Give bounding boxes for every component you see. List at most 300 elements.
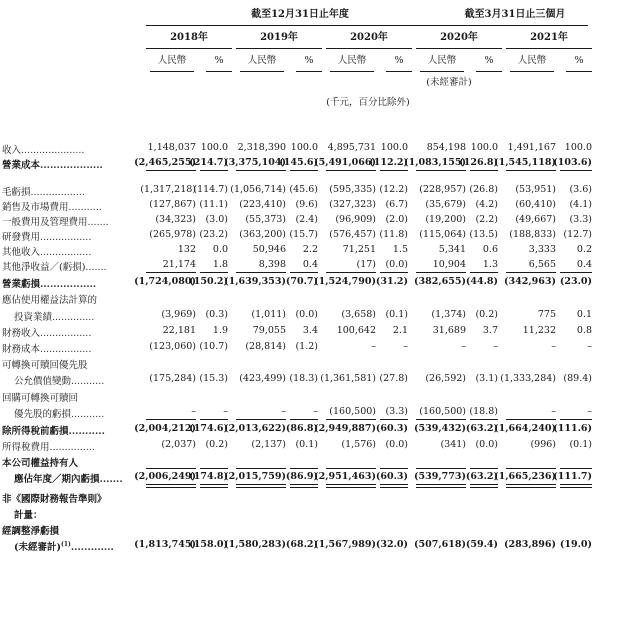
subtotal-rule — [380, 272, 408, 273]
currency-header: 人民幣 — [337, 55, 367, 66]
cell-rmb-2020-q1: 10,904 — [432, 259, 466, 270]
year-rule — [506, 48, 592, 49]
row-label — [2, 184, 85, 198]
row-label-text: 應佔年度／期內虧損 — [14, 474, 100, 485]
cell-pct-2020-q1: 100.0 — [470, 142, 498, 153]
total-double-rule — [380, 484, 408, 488]
total-double-rule — [236, 484, 286, 488]
cell-pct-2019: (86.8) — [285, 423, 318, 434]
cell-rmb-2018: (3,969) — [161, 309, 196, 320]
subtotal-rule — [200, 272, 228, 273]
cell-rmb-2020: 4,895,731 — [327, 142, 376, 153]
cell-rmb-2020: (1,361,581) — [320, 373, 376, 384]
currency-header: 人民幣 — [247, 55, 277, 66]
sub-rule — [476, 71, 502, 72]
cell-pct-2018: (174.8) — [189, 471, 228, 482]
cell-rmb-2021-q1: (188,833) — [509, 229, 556, 240]
cell-pct-2021-q1: 0.2 — [576, 244, 592, 255]
cell-pct-2019: (18.3) — [289, 373, 318, 384]
cell-rmb-2019: (28,814) — [245, 341, 286, 352]
cell-pct-2020-q1: (59.4) — [465, 539, 498, 550]
subtotal-rule — [380, 468, 408, 469]
cell-rmb-2020-q1: 31,689 — [432, 325, 466, 336]
cell-pct-2019: (0.1) — [295, 439, 318, 450]
cell-rmb-2019: (363,200) — [239, 229, 286, 240]
cell-pct-2018: – — [223, 406, 228, 417]
cell-rmb-2020-q1: (26,592) — [425, 373, 466, 384]
cell-rmb-2020-q1: (160,500) — [419, 406, 466, 417]
row-label — [2, 390, 78, 404]
cell-rmb-2018: (1,317,218) — [140, 184, 196, 195]
leader-dots: .............. — [52, 312, 95, 323]
total-double-rule — [506, 484, 556, 488]
cell-pct-2019: 2.2 — [302, 244, 318, 255]
cell-pct-2021-q1: – — [587, 341, 592, 352]
cell-pct-2020: (31.2) — [375, 276, 408, 287]
leader-dots: ............. — [70, 542, 114, 553]
cell-pct-2018: 100.0 — [200, 142, 228, 153]
cell-rmb-2020-q1: (341) — [440, 439, 466, 450]
subtotal-rule — [236, 170, 286, 171]
cell-pct-2021-q1: (3.6) — [569, 184, 592, 195]
cell-pct-2019: (68.2) — [285, 539, 318, 550]
row-label-text: 研發費用 — [2, 232, 41, 243]
row-label-text: 營業成本 — [2, 160, 41, 171]
cell-pct-2018: (23.2) — [199, 229, 228, 240]
cell-pct-2021-q1: (103.6) — [553, 157, 592, 168]
row-label — [2, 199, 102, 213]
subtotal-rule — [416, 170, 466, 171]
row-label-text: 財務收入 — [2, 328, 41, 339]
cell-pct-2021-q1: 0.1 — [576, 309, 592, 320]
leader-dots: ........... — [71, 376, 105, 387]
cell-rmb-2020-q1: 854,198 — [426, 142, 466, 153]
subtotal-rule — [416, 468, 466, 469]
cell-rmb-2020: (595,335) — [329, 184, 376, 195]
row-label-text: 應佔使用權益法計算的 — [2, 295, 98, 306]
cell-pct-2020: (6.7) — [385, 199, 408, 210]
cell-pct-2019: (1.2) — [295, 341, 318, 352]
row-label — [2, 229, 91, 243]
cell-rmb-2021-q1: – — [551, 406, 556, 417]
cell-pct-2019: (15.7) — [289, 229, 318, 240]
cell-rmb-2020-q1: (507,618) — [414, 539, 466, 550]
sub-rule — [510, 71, 554, 72]
cell-pct-2018: (174.6) — [189, 423, 228, 434]
cell-rmb-2018: (2,465,255) — [134, 157, 196, 168]
row-label — [2, 357, 88, 371]
cell-pct-2018: (10.7) — [199, 341, 228, 352]
cell-pct-2020-q1: 3.7 — [482, 325, 498, 336]
cell-rmb-2021-q1: 11,232 — [522, 325, 556, 336]
cell-pct-2018: 0.0 — [212, 244, 228, 255]
cell-rmb-2019: (2,137) — [251, 439, 286, 450]
row-label — [2, 439, 95, 453]
cell-pct-2020-q1: (13.5) — [469, 229, 498, 240]
currency-header: 人民幣 — [157, 55, 187, 66]
year-header-2020-q1: 2020年 — [440, 32, 478, 43]
cell-rmb-2020-q1: (19,200) — [425, 214, 466, 225]
cell-rmb-2021-q1: (342,963) — [504, 276, 556, 287]
cell-rmb-2018: 1,148,037 — [147, 142, 196, 153]
subtotal-rule — [290, 170, 318, 171]
cell-rmb-2019: 8,398 — [258, 259, 286, 270]
cell-pct-2020: (11.8) — [379, 229, 408, 240]
row-label — [2, 325, 91, 339]
cell-rmb-2019: (1,056,714) — [230, 184, 286, 195]
subtotal-rule — [470, 170, 498, 171]
leader-dots: ..................... — [21, 145, 85, 156]
cell-pct-2019: 100.0 — [290, 142, 318, 153]
cell-rmb-2020-q1: (228,957) — [419, 184, 466, 195]
cell-pct-2021-q1: 0.4 — [576, 259, 592, 270]
cell-pct-2021-q1: (23.0) — [559, 276, 592, 287]
cell-rmb-2018: (175,284) — [149, 373, 196, 384]
row-label-text: 財務成本 — [2, 344, 41, 355]
percent-header: % — [484, 55, 494, 66]
cell-pct-2019: 0.4 — [302, 259, 318, 270]
row-label-text: 收入 — [2, 145, 22, 156]
cell-pct-2018: 1.8 — [212, 259, 228, 270]
year-header-2021-q1: 2021年 — [530, 32, 568, 43]
cell-pct-2020-q1: (0.0) — [475, 439, 498, 450]
subtotal-rule — [380, 419, 408, 420]
cell-rmb-2020: (327,323) — [329, 199, 376, 210]
cell-rmb-2021-q1: (53,951) — [515, 184, 556, 195]
cell-pct-2018: 1.9 — [212, 325, 228, 336]
row-label-text: 可轉換可贖回優先股 — [2, 360, 88, 371]
cell-rmb-2021-q1: – — [551, 341, 556, 352]
cell-rmb-2021-q1: (996) — [530, 439, 556, 450]
cell-pct-2021-q1: (111.7) — [553, 471, 592, 482]
cell-pct-2021-q1: 100.0 — [564, 142, 592, 153]
cell-rmb-2018: (34,323) — [155, 214, 196, 225]
sub-rule — [206, 71, 232, 72]
sub-rule — [240, 71, 284, 72]
cell-rmb-2020: (17) — [356, 259, 376, 270]
cell-rmb-2018: (2,006,249) — [134, 471, 196, 482]
subtotal-rule — [146, 170, 196, 171]
percent-header: % — [214, 55, 224, 66]
cell-pct-2020-q1: 0.6 — [482, 244, 498, 255]
cell-rmb-2018: 132 — [177, 244, 196, 255]
total-double-rule — [290, 484, 318, 488]
cell-pct-2019: 3.4 — [302, 325, 318, 336]
cell-pct-2019: (70.7) — [285, 276, 318, 287]
total-double-rule — [416, 484, 466, 488]
sub-rule — [296, 71, 322, 72]
subtotal-rule — [416, 272, 466, 273]
row-label — [14, 309, 94, 323]
subtotal-rule — [200, 170, 228, 171]
cell-pct-2020: (60.3) — [375, 423, 408, 434]
subtotal-rule — [470, 272, 498, 273]
cell-pct-2021-q1: (3.3) — [569, 214, 592, 225]
cell-rmb-2021-q1: (60,410) — [515, 199, 556, 210]
cell-pct-2018: (0.3) — [205, 309, 228, 320]
row-label-text: 銷售及市場費用 — [2, 202, 69, 213]
row-label-text: 公允價值變動 — [14, 376, 72, 387]
subtotal-rule — [560, 419, 592, 420]
cell-rmb-2018: (2,004,212) — [134, 423, 196, 434]
cell-pct-2020-q1: (63.2) — [465, 471, 498, 482]
row-label-text: 營業虧損 — [2, 279, 41, 290]
cell-rmb-2021-q1: 775 — [537, 309, 556, 320]
row-label-text: 優先股的虧損 — [14, 409, 72, 420]
currency-header: 人民幣 — [517, 55, 547, 66]
leader-dots: ................... — [40, 160, 103, 171]
cell-pct-2019: (45.6) — [289, 184, 318, 195]
cell-pct-2020: (0.1) — [385, 309, 408, 320]
cell-pct-2020-q1: (126.8) — [459, 157, 498, 168]
cell-rmb-2019: (2,013,622) — [224, 423, 286, 434]
cell-rmb-2020-q1: (1,374) — [431, 309, 466, 320]
row-label — [2, 157, 103, 171]
cell-pct-2021-q1: 0.8 — [576, 325, 592, 336]
cell-rmb-2020-q1: – — [461, 341, 466, 352]
total-double-rule — [200, 484, 228, 488]
cell-pct-2020-q1: – — [493, 341, 498, 352]
cell-rmb-2019: 2,318,390 — [237, 142, 286, 153]
cell-pct-2021-q1: (0.1) — [569, 439, 592, 450]
cell-rmb-2019: (423,499) — [239, 373, 286, 384]
cell-pct-2019: (145.6) — [279, 157, 318, 168]
subtotal-rule — [470, 419, 498, 420]
cell-rmb-2020: (1,567,989) — [314, 539, 376, 550]
sub-rule — [330, 71, 374, 72]
cell-pct-2021-q1: (89.4) — [563, 373, 592, 384]
cell-rmb-2019: (223,410) — [239, 199, 286, 210]
total-double-rule — [470, 484, 498, 488]
cell-pct-2021-q1: (111.6) — [553, 423, 592, 434]
row-label-text: 本公司權益持有人 — [2, 458, 79, 469]
row-label — [2, 142, 84, 156]
row-label — [14, 471, 123, 485]
group-rule-annual — [146, 25, 418, 26]
subtotal-rule — [506, 419, 556, 420]
group-rule-quarterly — [418, 25, 588, 26]
row-label — [2, 259, 107, 273]
cell-pct-2020-q1: 1.3 — [482, 259, 498, 270]
cell-pct-2020: (27.8) — [379, 373, 408, 384]
cell-rmb-2019: (2,015,759) — [224, 471, 286, 482]
subtotal-rule — [146, 468, 196, 469]
total-double-rule — [146, 484, 196, 488]
cell-rmb-2018: (1,724,080) — [134, 276, 196, 287]
subtotal-rule — [236, 272, 286, 273]
row-label — [2, 244, 91, 258]
row-label — [2, 341, 91, 355]
leader-dots: ................. — [40, 247, 92, 258]
cell-rmb-2020-q1: (539,432) — [414, 423, 466, 434]
subtotal-rule — [200, 468, 228, 469]
cell-rmb-2021-q1: 3,333 — [528, 244, 556, 255]
cell-pct-2020-q1: (3.1) — [475, 373, 498, 384]
subtotal-rule — [326, 468, 376, 469]
cell-rmb-2020: (1,576) — [341, 439, 376, 450]
year-rule — [416, 48, 502, 49]
cell-rmb-2021-q1: 6,565 — [528, 259, 556, 270]
subtotal-rule — [416, 419, 466, 420]
cell-rmb-2018: (123,060) — [149, 341, 196, 352]
leader-dots: ................. — [40, 279, 97, 290]
cell-rmb-2020-q1: (1,083,155) — [404, 157, 466, 168]
cell-pct-2019: (86.9) — [285, 471, 318, 482]
leader-dots: ........... — [68, 202, 102, 213]
cell-pct-2021-q1: (19.0) — [559, 539, 592, 550]
row-label-text: 投資業績 — [14, 312, 53, 323]
cell-pct-2019: – — [313, 406, 318, 417]
sub-rule — [386, 71, 412, 72]
cell-pct-2020: (3.3) — [385, 406, 408, 417]
row-label — [14, 406, 104, 420]
subtotal-rule — [380, 170, 408, 171]
cell-rmb-2018: 21,174 — [162, 259, 196, 270]
cell-rmb-2019: 79,055 — [252, 325, 286, 336]
cell-rmb-2019: (1,011) — [251, 309, 286, 320]
row-label — [2, 491, 107, 505]
cell-rmb-2020: (1,524,790) — [314, 276, 376, 287]
cell-pct-2018: (11.1) — [199, 199, 228, 210]
subtotal-rule — [290, 272, 318, 273]
cell-pct-2020: (60.3) — [375, 471, 408, 482]
subtotal-rule — [560, 170, 592, 171]
leader-dots: .................. — [30, 187, 85, 198]
cell-rmb-2019: (1,639,353) — [224, 276, 286, 287]
leader-dots: ................. — [40, 232, 92, 243]
cell-pct-2020: 2.1 — [392, 325, 408, 336]
cell-pct-2020-q1: (2.2) — [475, 214, 498, 225]
cell-pct-2020-q1: (18.8) — [469, 406, 498, 417]
cell-rmb-2018: – — [191, 406, 196, 417]
cell-rmb-2019: (3,375,104) — [224, 157, 286, 168]
cell-rmb-2020: (576,457) — [329, 229, 376, 240]
cell-rmb-2020-q1: (539,773) — [414, 471, 466, 482]
cell-pct-2018: (0.2) — [205, 439, 228, 450]
row-label-text: 除所得稅前虧損 — [2, 426, 69, 437]
cell-rmb-2020: (2,951,463) — [314, 471, 376, 482]
subtotal-rule — [470, 468, 498, 469]
cell-rmb-2018: (265,978) — [149, 229, 196, 240]
cell-pct-2021-q1: (12.7) — [563, 229, 592, 240]
cell-rmb-2020: 71,251 — [342, 244, 376, 255]
subtotal-rule — [200, 419, 228, 420]
row-label-text: 一般費用及管理費用 — [2, 217, 88, 228]
subtotal-rule — [290, 468, 318, 469]
year-header-2019: 2019年 — [260, 32, 298, 43]
cell-rmb-2021-q1: (49,667) — [515, 214, 556, 225]
cell-rmb-2018: (1,813,745) — [134, 539, 196, 550]
cell-pct-2020: 100.0 — [380, 142, 408, 153]
currency-header: 人民幣 — [427, 55, 457, 66]
subtotal-rule — [236, 419, 286, 420]
total-double-rule — [560, 484, 592, 488]
cell-rmb-2020: 100,642 — [336, 325, 376, 336]
subtotal-rule — [326, 272, 376, 273]
cell-rmb-2021-q1: (1,333,284) — [500, 373, 556, 384]
cell-pct-2018: (150.2) — [189, 276, 228, 287]
cell-pct-2021-q1: – — [587, 406, 592, 417]
row-label-text: 回購可轉換可贖回 — [2, 393, 79, 404]
subtotal-rule — [326, 170, 376, 171]
cell-rmb-2019: 50,946 — [252, 244, 286, 255]
row-label — [2, 455, 78, 469]
cell-rmb-2020: (5,491,066) — [314, 157, 376, 168]
unit-note: (千元，百分比除外) — [326, 97, 410, 108]
cell-pct-2021-q1: (4.1) — [569, 199, 592, 210]
row-label-text: 計量： — [14, 510, 43, 521]
cell-pct-2018: (15.3) — [199, 373, 228, 384]
row-label — [14, 507, 43, 521]
year-header-2020: 2020年 — [350, 32, 388, 43]
unaudited-note: (未經審計) — [426, 77, 472, 88]
cell-pct-2020-q1: (0.2) — [475, 309, 498, 320]
cell-rmb-2020-q1: 5,341 — [438, 244, 466, 255]
row-label — [2, 214, 109, 228]
sub-rule — [566, 71, 592, 72]
subtotal-rule — [506, 468, 556, 469]
cell-pct-2019: (9.6) — [295, 199, 318, 210]
subtotal-rule — [560, 272, 592, 273]
subtotal-rule — [290, 419, 318, 420]
cell-rmb-2021-q1: (1,665,236) — [494, 471, 556, 482]
cell-pct-2020: (0.0) — [385, 439, 408, 450]
cell-pct-2020: (12.2) — [379, 184, 408, 195]
cell-pct-2019: (2.4) — [295, 214, 318, 225]
row-label — [14, 539, 114, 553]
leader-dots: ........... — [68, 426, 105, 437]
row-label-text: 毛虧損 — [2, 187, 31, 198]
row-label — [2, 523, 59, 537]
row-label-text: 經調整淨虧損 — [2, 526, 60, 537]
percent-header: % — [394, 55, 404, 66]
cell-rmb-2021-q1: (283,896) — [504, 539, 556, 550]
subtotal-rule — [506, 170, 556, 171]
cell-pct-2018: (3.0) — [205, 214, 228, 225]
subtotal-rule — [236, 468, 286, 469]
cell-pct-2020: – — [403, 341, 408, 352]
cell-pct-2020: (112.2) — [369, 157, 408, 168]
row-label-text: 非《國際財務報告準則》 — [2, 494, 107, 505]
cell-pct-2018: (158.0) — [189, 539, 228, 550]
cell-rmb-2020-q1: (382,655) — [414, 276, 466, 287]
cell-rmb-2020: (160,500) — [329, 406, 376, 417]
subtotal-rule — [146, 272, 196, 273]
cell-rmb-2021-q1: 1,491,167 — [507, 142, 556, 153]
leader-dots: ................. — [40, 328, 92, 339]
sub-rule — [420, 71, 464, 72]
year-header-2018: 2018年 — [170, 32, 208, 43]
sub-rule — [150, 71, 194, 72]
cell-rmb-2019: (55,373) — [245, 214, 286, 225]
row-label-text: 所得稅費用 — [2, 442, 50, 453]
row-label-text: 其他收入 — [2, 247, 41, 258]
total-double-rule — [326, 484, 376, 488]
leader-dots: ............... — [49, 442, 95, 453]
subtotal-rule — [560, 468, 592, 469]
row-label-text: 其他淨收益／(虧損) — [2, 262, 86, 273]
cell-pct-2020-q1: (4.2) — [475, 199, 498, 210]
cell-rmb-2021-q1: (1,545,118) — [494, 157, 556, 168]
group-header-quarterly: 截至3月31日止三個月 — [464, 9, 566, 20]
year-rule — [236, 48, 322, 49]
cell-rmb-2018: (127,867) — [149, 199, 196, 210]
footnote-marker: (1) — [61, 540, 71, 548]
cell-rmb-2020-q1: (115,064) — [419, 229, 466, 240]
cell-pct-2020-q1: (26.8) — [469, 184, 498, 195]
group-header-annual: 截至12月31日止年度 — [251, 9, 349, 20]
subtotal-rule — [506, 272, 556, 273]
